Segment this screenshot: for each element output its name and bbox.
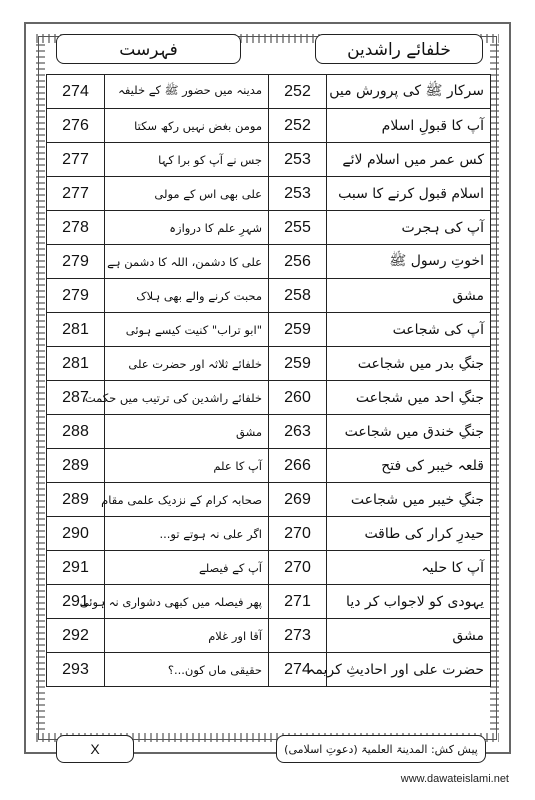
toc-right-page-number: 270 bbox=[269, 551, 327, 585]
toc-left-page-number: 281 bbox=[47, 313, 105, 347]
toc-left-entry-title: خلفائے ثلاثہ اور حضرت علی bbox=[105, 347, 269, 381]
toc-right-entry-title: آپ کا حلیہ bbox=[327, 551, 491, 585]
toc-left-page-number: 289 bbox=[47, 483, 105, 517]
toc-left-page-number: 291 bbox=[47, 585, 105, 619]
toc-row bbox=[47, 551, 491, 585]
toc-left-entry-title: اگر علی نہ ہوتے تو... bbox=[105, 517, 269, 551]
header-right-title-text: خلفائے راشدین bbox=[347, 39, 451, 60]
footer-publisher-text: پیش کش: المدینۃ العلمیۃ (دعوتِ اسلامی) bbox=[284, 742, 478, 756]
header-left-title-text: فہرست bbox=[119, 39, 178, 60]
toc-right-entry-title: آپ کی شجاعت bbox=[327, 313, 491, 347]
toc-right-entry-title: آپ کا قبولِ اسلام bbox=[327, 109, 491, 143]
toc-right-page-number: 259 bbox=[269, 313, 327, 347]
toc-left-entry-title: مومن بغض نہیں رکھ سکتا bbox=[105, 109, 269, 143]
toc-right-page-number: 269 bbox=[269, 483, 327, 517]
toc-row bbox=[47, 109, 491, 143]
toc-left-page-number: 287 bbox=[47, 381, 105, 415]
toc-right-entry-title: آپ کی ہجرت bbox=[327, 211, 491, 245]
toc-left-page-number: 290 bbox=[47, 517, 105, 551]
footer-publisher bbox=[276, 735, 486, 763]
toc-right-page-number: 252 bbox=[269, 109, 327, 143]
toc-row bbox=[47, 517, 491, 551]
toc-body bbox=[47, 75, 491, 687]
toc-left-page-number: 289 bbox=[47, 449, 105, 483]
toc-row bbox=[47, 211, 491, 245]
toc-row bbox=[47, 415, 491, 449]
toc-row bbox=[47, 313, 491, 347]
toc-left-entry-title: محبت کرنے والے بھی ہلاک bbox=[105, 279, 269, 313]
footer-page-number-text: X bbox=[90, 741, 100, 757]
toc-left-entry-title: آقا اور غلام bbox=[105, 619, 269, 653]
toc-left-page-number: 293 bbox=[47, 653, 105, 687]
toc-right-entry-title: جنگِ خندق میں شجاعت bbox=[327, 415, 491, 449]
toc-right-page-number: 252 bbox=[269, 75, 327, 109]
toc-left-page-number: 288 bbox=[47, 415, 105, 449]
toc-right-page-number: 259 bbox=[269, 347, 327, 381]
toc-right-page-number: 273 bbox=[269, 619, 327, 653]
toc-left-entry-title: علی بھی اس کے مولی bbox=[105, 177, 269, 211]
toc-right-page-number: 260 bbox=[269, 381, 327, 415]
toc-left-entry-title: "ابو تراب" کنیت کیسے ہوئی bbox=[105, 313, 269, 347]
toc-right-page-number: 274 bbox=[269, 653, 327, 687]
toc-left-entry-title: خلفائے راشدین کی ترتیب میں حکمت bbox=[105, 381, 269, 415]
toc-row bbox=[47, 279, 491, 313]
toc-right-page-number: 263 bbox=[269, 415, 327, 449]
toc-row bbox=[47, 143, 491, 177]
toc-right-entry-title: حضرت علی اور احادیثِ کریمہ bbox=[327, 653, 491, 687]
toc-row bbox=[47, 347, 491, 381]
toc-right-entry-title: کس عمر میں اسلام لائے bbox=[327, 143, 491, 177]
table-of-contents bbox=[46, 74, 491, 687]
toc-right-page-number: 271 bbox=[269, 585, 327, 619]
toc-row bbox=[47, 245, 491, 279]
toc-left-entry-title: مدینہ میں حضور ﷺ کے خلیفہ bbox=[105, 75, 269, 109]
toc-left-page-number: 279 bbox=[47, 245, 105, 279]
toc-left-page-number: 281 bbox=[47, 347, 105, 381]
toc-right-entry-title: قلعہ خیبر کی فتح bbox=[327, 449, 491, 483]
toc-left-page-number: 278 bbox=[47, 211, 105, 245]
toc-left-page-number: 292 bbox=[47, 619, 105, 653]
toc-row bbox=[47, 483, 491, 517]
toc-left-entry-title: صحابہ کرام کے نزدیک علمی مقام bbox=[105, 483, 269, 517]
toc-right-page-number: 270 bbox=[269, 517, 327, 551]
toc-right-entry-title: اسلام قبول کرنے کا سبب bbox=[327, 177, 491, 211]
toc-left-page-number: 276 bbox=[47, 109, 105, 143]
toc-row bbox=[47, 381, 491, 415]
toc-right-entry-title: اخوتِ رسول ﷺ bbox=[327, 245, 491, 279]
toc-right-page-number: 256 bbox=[269, 245, 327, 279]
toc-right-page-number: 253 bbox=[269, 143, 327, 177]
toc-left-entry-title: مشق bbox=[105, 415, 269, 449]
toc-right-entry-title: مشق bbox=[327, 279, 491, 313]
toc-right-entry-title: جنگِ بدر میں شجاعت bbox=[327, 347, 491, 381]
toc-right-entry-title: جنگِ احد میں شجاعت bbox=[327, 381, 491, 415]
toc-right-page-number: 253 bbox=[269, 177, 327, 211]
toc-left-entry-title: آپ کے فیصلے bbox=[105, 551, 269, 585]
toc-right-entry-title: سرکار ﷺ کی پرورش میں bbox=[327, 75, 491, 109]
website-url[interactable]: www.dawateislami.net bbox=[400, 773, 509, 785]
toc-right-entry-title: یہودی کو لاجواب کر دیا bbox=[327, 585, 491, 619]
footer-page-number bbox=[56, 735, 134, 763]
toc-left-entry-title: پھر فیصلہ میں کبھی دشواری نہ ہوئی bbox=[105, 585, 269, 619]
toc-left-page-number: 274 bbox=[47, 75, 105, 109]
toc-row bbox=[47, 177, 491, 211]
toc-row bbox=[47, 449, 491, 483]
toc-row bbox=[47, 75, 491, 109]
toc-right-entry-title: مشق bbox=[327, 619, 491, 653]
toc-left-entry-title: علی کا دشمن، اللہ کا دشمن ہے bbox=[105, 245, 269, 279]
toc-left-entry-title: جس نے آپ کو برا کہا bbox=[105, 143, 269, 177]
toc-left-entry-title: آپ کا علم bbox=[105, 449, 269, 483]
toc-right-page-number: 258 bbox=[269, 279, 327, 313]
toc-left-page-number: 277 bbox=[47, 177, 105, 211]
toc-right-entry-title: حیدرِ کرار کی طاقت bbox=[327, 517, 491, 551]
toc-right-page-number: 266 bbox=[269, 449, 327, 483]
toc-row bbox=[47, 653, 491, 687]
toc-right-page-number: 255 bbox=[269, 211, 327, 245]
header-left-title bbox=[56, 34, 241, 64]
toc-left-page-number: 291 bbox=[47, 551, 105, 585]
toc-row bbox=[47, 585, 491, 619]
toc-left-entry-title: شہرِ علم کا دروازہ bbox=[105, 211, 269, 245]
toc-right-entry-title: جنگِ خیبر میں شجاعت bbox=[327, 483, 491, 517]
toc-left-page-number: 277 bbox=[47, 143, 105, 177]
toc-left-entry-title: حقیقی ماں کون...؟ bbox=[105, 653, 269, 687]
header-right-title bbox=[315, 34, 483, 64]
toc-row bbox=[47, 619, 491, 653]
toc-left-page-number: 279 bbox=[47, 279, 105, 313]
